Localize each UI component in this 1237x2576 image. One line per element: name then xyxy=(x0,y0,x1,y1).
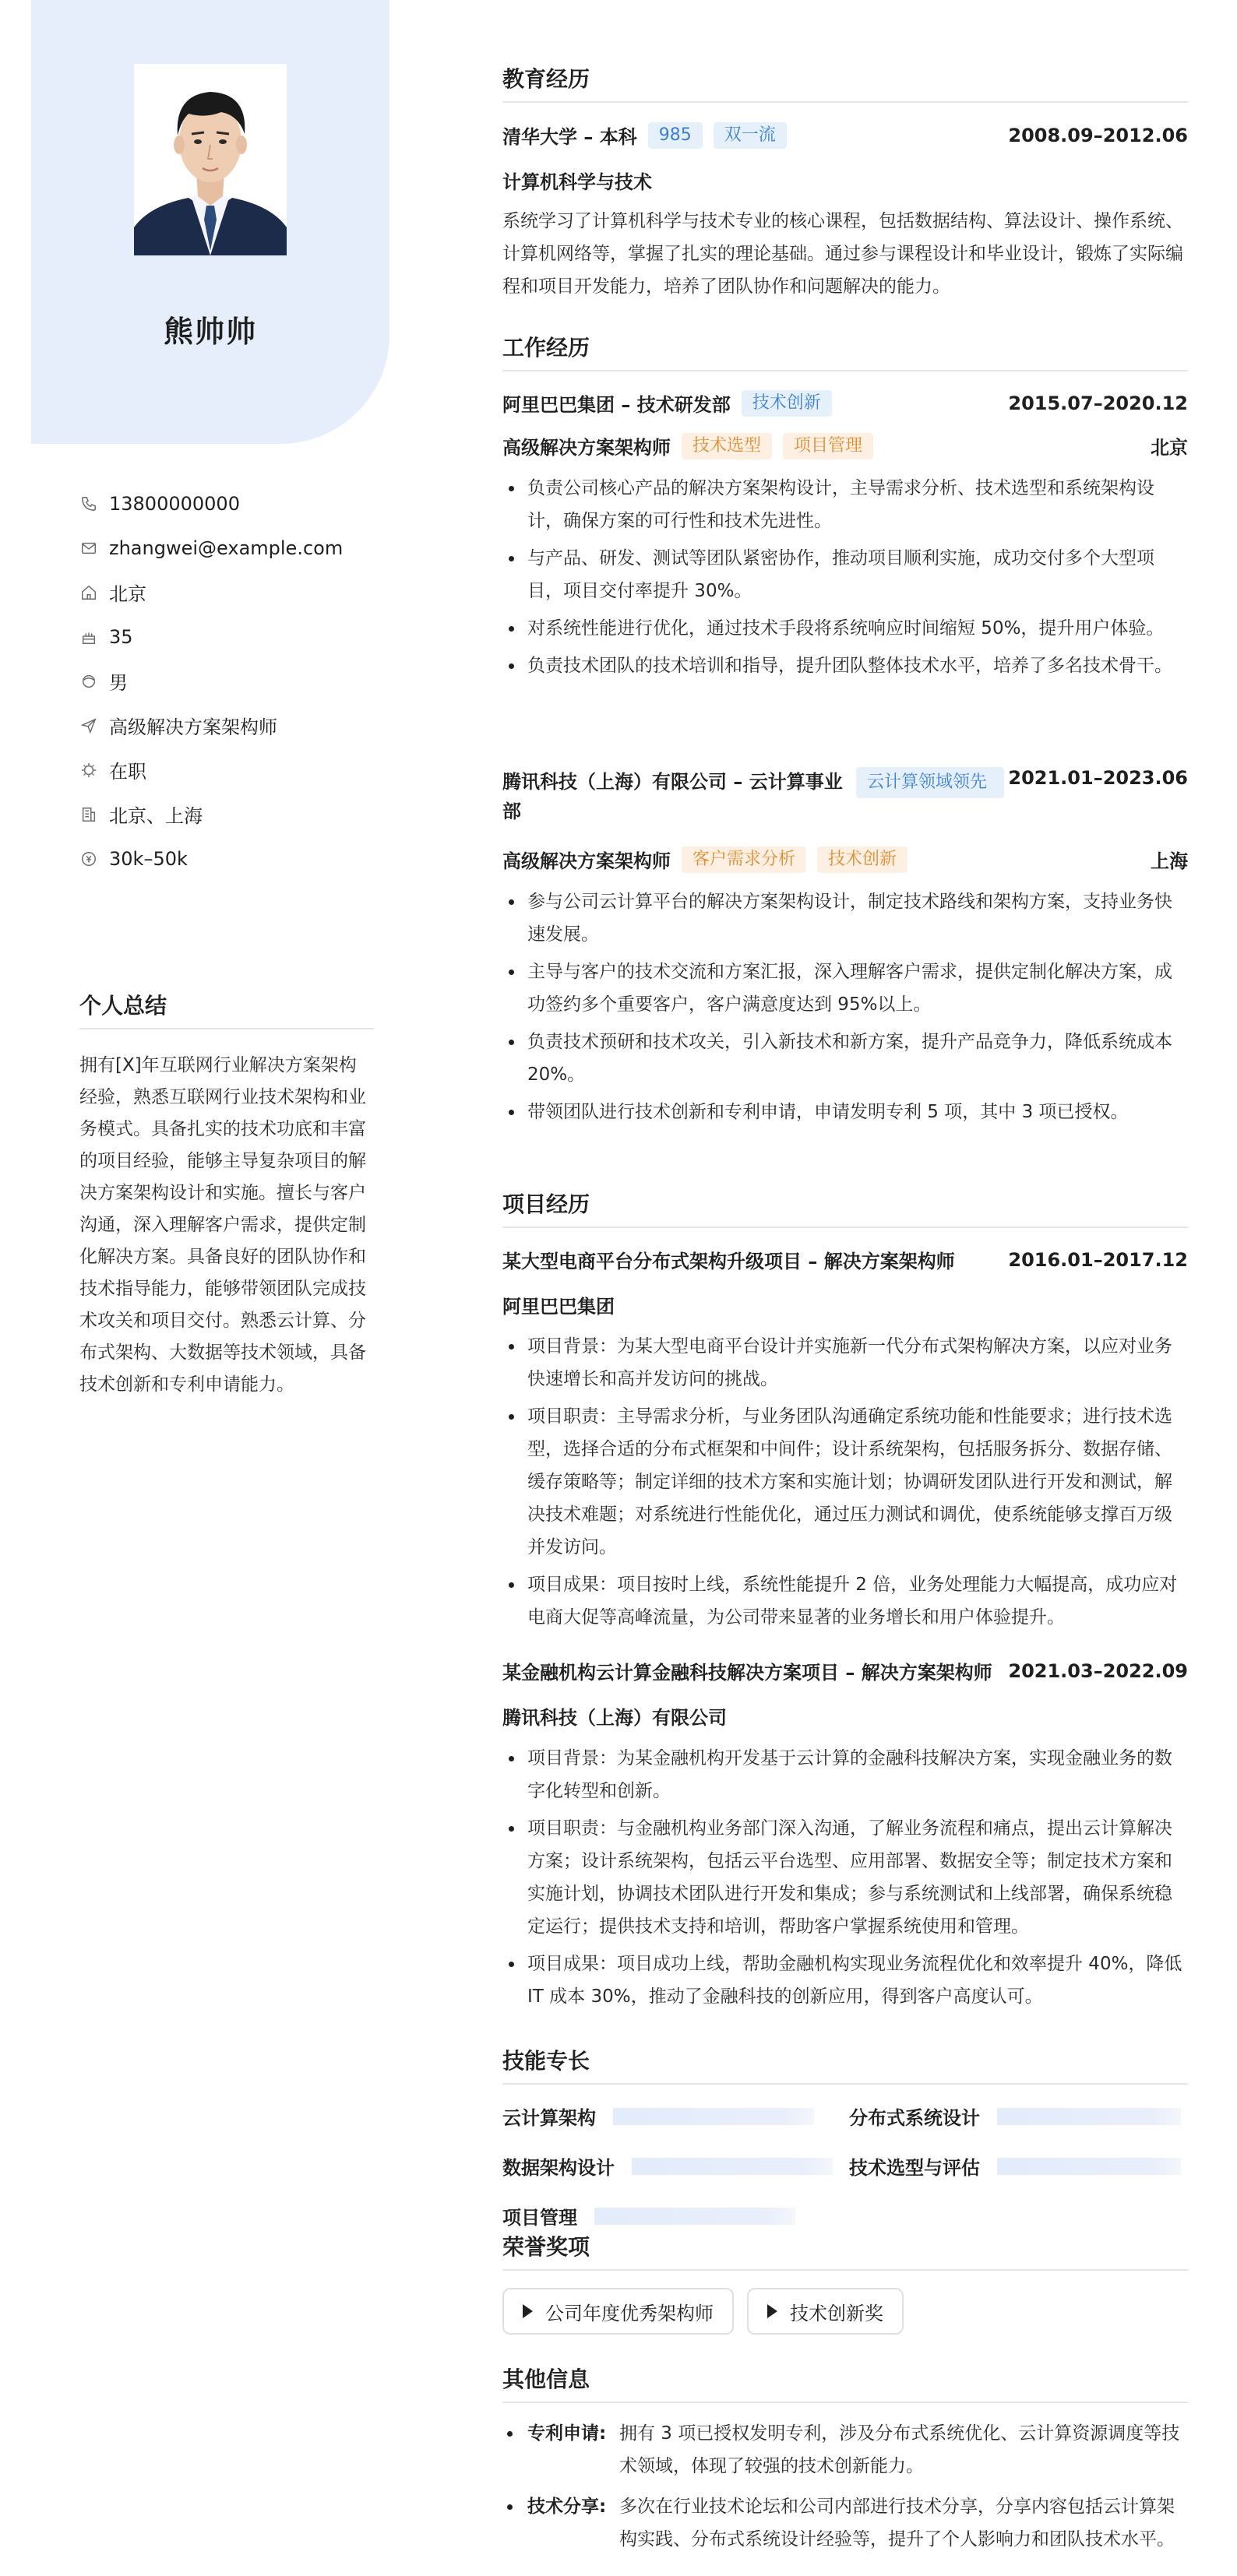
job-header xyxy=(502,767,1188,826)
job-city: 上海 xyxy=(1151,850,1188,872)
project-date: 2021.03–2022.09 xyxy=(1008,1659,1188,1682)
project-bullets xyxy=(502,1330,1188,1638)
job-bullet: 带领团队进行技术创新和专利申请，申请发明专利 5 项，其中 3 项已授权。 xyxy=(502,1096,1188,1128)
salary-icon xyxy=(79,850,98,868)
skill-name: 分布式系统设计 xyxy=(849,2107,980,2129)
job-bullet: 主导与客户的技术交流和方案汇报，深入理解客户需求，提供定制化解决方案，成功签约多个重要客户，客户满意度达到 95%以上。 xyxy=(502,955,1188,1021)
honors-title: 荣誉奖项 xyxy=(502,2230,1188,2271)
contact-gender-text: 男 xyxy=(109,672,128,694)
send-icon xyxy=(79,716,98,735)
education-major: 计算机科学与技术 xyxy=(502,171,652,193)
honor-label: 技术创新奖 xyxy=(790,2302,883,2324)
project-bullet: 项目职责：与金融机构业务部门深入沟通，了解业务流程和痛点，提出云计算解决方案；设计系统架构，包括云平台选型、应用部署、数据安全等；制定技术方案和实施计划，协调技术团队进行开发和集成；参与系统测试和上线部署，确保系统稳定运行；提供技术支持和培训，帮助客户掌握系统使用和管理。 xyxy=(502,1812,1188,1943)
play-icon xyxy=(523,2304,533,2318)
contact-work-city xyxy=(79,792,360,836)
other-text: 多次在行业技术论坛和公司内部进行技术分享，分享内容包括云计算架构实践、分布式系统设计经验等，提升了个人影响力和团队技术水平。 xyxy=(619,2497,1175,2550)
skill-bar xyxy=(613,2108,814,2125)
education-date: 2008.09–2012.06 xyxy=(1008,124,1188,146)
job-role-row xyxy=(502,846,1188,873)
job-company-tag: 技术创新 xyxy=(742,390,832,417)
contact-salary-text: 30k–50k xyxy=(109,847,188,870)
honor-label: 公司年度优秀架构师 xyxy=(545,2302,714,2324)
project-org: 腾讯科技（上海）有限公司 xyxy=(502,1707,727,1729)
contact-status-text: 在职 xyxy=(109,761,146,783)
cake-icon xyxy=(79,628,98,646)
profile-name: 熊帅帅 xyxy=(163,315,257,349)
contact-city-text: 北京 xyxy=(109,583,146,605)
project-name: 某大型电商平台分布式架构升级项目 – 解决方案架构师 xyxy=(502,1251,955,1272)
project-bullets xyxy=(502,1742,1188,2018)
honor-item[interactable] xyxy=(502,2288,734,2335)
other-item xyxy=(502,2417,1188,2483)
skill-name: 云计算架构 xyxy=(502,2107,596,2129)
project-bullet: 项目成果：项目按时上线，系统性能提升 2 倍，业务处理能力大幅提高，成功应对电商大促等高峰流量，为公司带来显著的业务增长和用户体验提升。 xyxy=(502,1568,1188,1634)
building-icon xyxy=(79,805,98,824)
skill-bar xyxy=(997,2158,1181,2175)
contact-list xyxy=(79,481,360,881)
skill-item xyxy=(849,2103,1181,2130)
work-title: 工作经历 xyxy=(502,331,1188,371)
profile-card xyxy=(31,0,389,444)
job-role-row xyxy=(502,432,1188,459)
skill-item xyxy=(502,2103,814,2130)
job-role-tag: 客户需求分析 xyxy=(682,846,806,873)
job-header xyxy=(502,389,1188,417)
contact-work-city-text: 北京、上海 xyxy=(109,805,203,827)
other-list xyxy=(502,2417,1188,2564)
other-text: 拥有 3 项已授权发明专利，涉及分布式系统优化、云计算资源调度等技术领域，体现了较强的技术创新能力。 xyxy=(619,2423,1180,2476)
job-company-tag: 云计算领域领先 xyxy=(856,767,1004,798)
job-bullet: 参与公司云计算平台的解决方案架构设计，制定技术路线和架构方案，支持业务快速发展。 xyxy=(502,885,1188,951)
education-school: 清华大学 – 本科 xyxy=(502,126,637,148)
project-bullet: 项目成果：项目成功上线，帮助金融机构实现业务流程优化和效率提升 40%，降低 IT 成本 30%，推动了金融科技的创新应用，得到客户高度认可。 xyxy=(502,1948,1188,2013)
education-header xyxy=(502,121,1188,149)
skill-name: 数据架构设计 xyxy=(502,2157,615,2179)
project-header xyxy=(502,1246,1188,1273)
skill-bar xyxy=(997,2108,1181,2125)
job-city: 北京 xyxy=(1151,437,1188,459)
job-bullet: 对系统性能进行优化，通过技术手段将系统响应时间缩短 50%，提升用户体验。 xyxy=(502,612,1188,645)
education-desc: 系统学习了计算机科学与技术专业的核心课程，包括数据结构、算法设计、操作系统、计算机网络等，掌握了扎实的理论基础。通过参与课程设计和毕业设计，锻炼了实际编程和项目开发能力，培养了团队协作和问题解决的能力。 xyxy=(502,211,1183,297)
project-bullet: 项目背景：为某金融机构开发基于云计算的金融科技解决方案，实现金融业务的数字化转型和创新。 xyxy=(502,1742,1188,1807)
job-date: 2015.07–2020.12 xyxy=(1008,392,1188,414)
job-company: 阿里巴巴集团 – 技术研发部 xyxy=(502,394,731,416)
job-date: 2021.01–2023.06 xyxy=(1008,767,1188,789)
job-bullets xyxy=(502,885,1188,1133)
project-org: 阿里巴巴集团 xyxy=(502,1296,615,1318)
contact-age-text: 35 xyxy=(109,625,133,648)
skill-item xyxy=(849,2152,1181,2180)
summary-text: 拥有[X]年互联网行业解决方案架构经验，熟悉互联网行业技术架构和业务模式。具备扎实的技术功底和丰富的项目经验，能够主导复杂项目的解决方案架构设计和实施。擅长与客户沟通，深入理解客户需求，提供定制化解决方案。具备良好的团队协作和技术指导能力，能够带领团队完成技术攻关和项目交付。熟悉云计算、分布式架构、大数据等技术领域，具备技术创新和专利申请能力。 xyxy=(79,1055,366,1395)
project-bullet: 项目职责：主导需求分析，与业务团队沟通确定系统功能和性能要求；进行技术选型，选择合适的分布式框架和中间件；设计系统架构，包括服务拆分、数据存储、缓存策略等；制定详细的技术方案和实施计划；协调研发团队进行开发和测试，解决技术难题；对系统进行性能优化，通过压力测试和调优，使系统能够支撑百万级并发访问。 xyxy=(502,1400,1188,1564)
skill-item xyxy=(502,2152,833,2180)
honor-item[interactable] xyxy=(747,2288,904,2335)
job-role-tag: 项目管理 xyxy=(783,433,873,459)
home-icon xyxy=(79,583,98,602)
gender-icon xyxy=(79,672,98,691)
job-company: 腾讯科技（上海）有限公司 – 云计算事业部 xyxy=(502,771,843,822)
project-bullet: 项目背景：为某大型电商平台设计并实施新一代分布式架构解决方案，以应对业务快速增长和高并发访问的挑战。 xyxy=(502,1330,1188,1395)
job-bullets xyxy=(502,472,1188,687)
education-tag: 985 xyxy=(648,122,703,149)
skill-name: 项目管理 xyxy=(502,2207,577,2229)
job-bullet: 负责技术团队的技术培训和指导，提升团队整体技术水平，培养了多名技术骨干。 xyxy=(502,649,1188,682)
job-bullet: 负责公司核心产品的解决方案架构设计，主导需求分析、技术选型和系统架构设计，确保方案的可行性和技术先进性。 xyxy=(502,472,1188,537)
contact-phone-text: 13800000000 xyxy=(109,492,240,515)
skills-title: 技能专长 xyxy=(502,2044,1188,2085)
education-tag: 双一流 xyxy=(714,122,787,149)
projects-title: 项目经历 xyxy=(502,1188,1188,1228)
job-bullet: 与产品、研发、测试等团队紧密协作，推动项目顺利实施，成功交付多个大型项目，项目交付率提升 30%。 xyxy=(502,542,1188,607)
project-date: 2016.01–2017.12 xyxy=(1008,1248,1188,1271)
other-title: 其他信息 xyxy=(502,2363,1188,2403)
job-role: 高级解决方案架构师 xyxy=(502,437,671,459)
mail-icon xyxy=(79,539,98,558)
skill-bar xyxy=(632,2158,833,2175)
contact-email xyxy=(79,526,360,570)
summary-title: 个人总结 xyxy=(79,989,374,1029)
avatar-photo xyxy=(134,64,287,255)
contact-position-text: 高级解决方案架构师 xyxy=(109,716,277,738)
contact-age xyxy=(79,614,360,659)
other-label: 技术分享: xyxy=(527,2497,607,2517)
project-name: 某金融机构云计算金融科技解决方案项目 – 解决方案架构师 xyxy=(502,1662,992,1684)
avatar xyxy=(134,64,287,255)
job-role-tag: 技术选型 xyxy=(682,433,772,459)
skill-bar xyxy=(594,2208,795,2225)
contact-city xyxy=(79,570,360,614)
job-role-tag: 技术创新 xyxy=(817,846,907,873)
skill-name: 技术选型与评估 xyxy=(849,2157,980,2179)
status-icon xyxy=(79,761,98,779)
other-label: 专利申请: xyxy=(527,2423,607,2444)
job-bullet: 负责技术预研和技术攻关，引入新技术和新方案，提升产品竞争力，降低系统成本 20%。 xyxy=(502,1026,1188,1091)
job-role: 高级解决方案架构师 xyxy=(502,850,671,872)
contact-gender xyxy=(79,659,360,703)
phone-icon xyxy=(79,494,98,513)
skill-item xyxy=(502,2202,795,2229)
contact-salary xyxy=(79,836,360,881)
contact-phone xyxy=(79,481,360,526)
education-title: 教育经历 xyxy=(502,62,1188,103)
project-header xyxy=(502,1657,1188,1684)
sidebar xyxy=(31,0,366,2576)
play-icon xyxy=(767,2304,777,2318)
other-item xyxy=(502,2490,1188,2556)
contact-email-text: zhangwei@example.com xyxy=(109,537,344,559)
contact-status xyxy=(79,748,360,792)
contact-position xyxy=(79,703,360,748)
